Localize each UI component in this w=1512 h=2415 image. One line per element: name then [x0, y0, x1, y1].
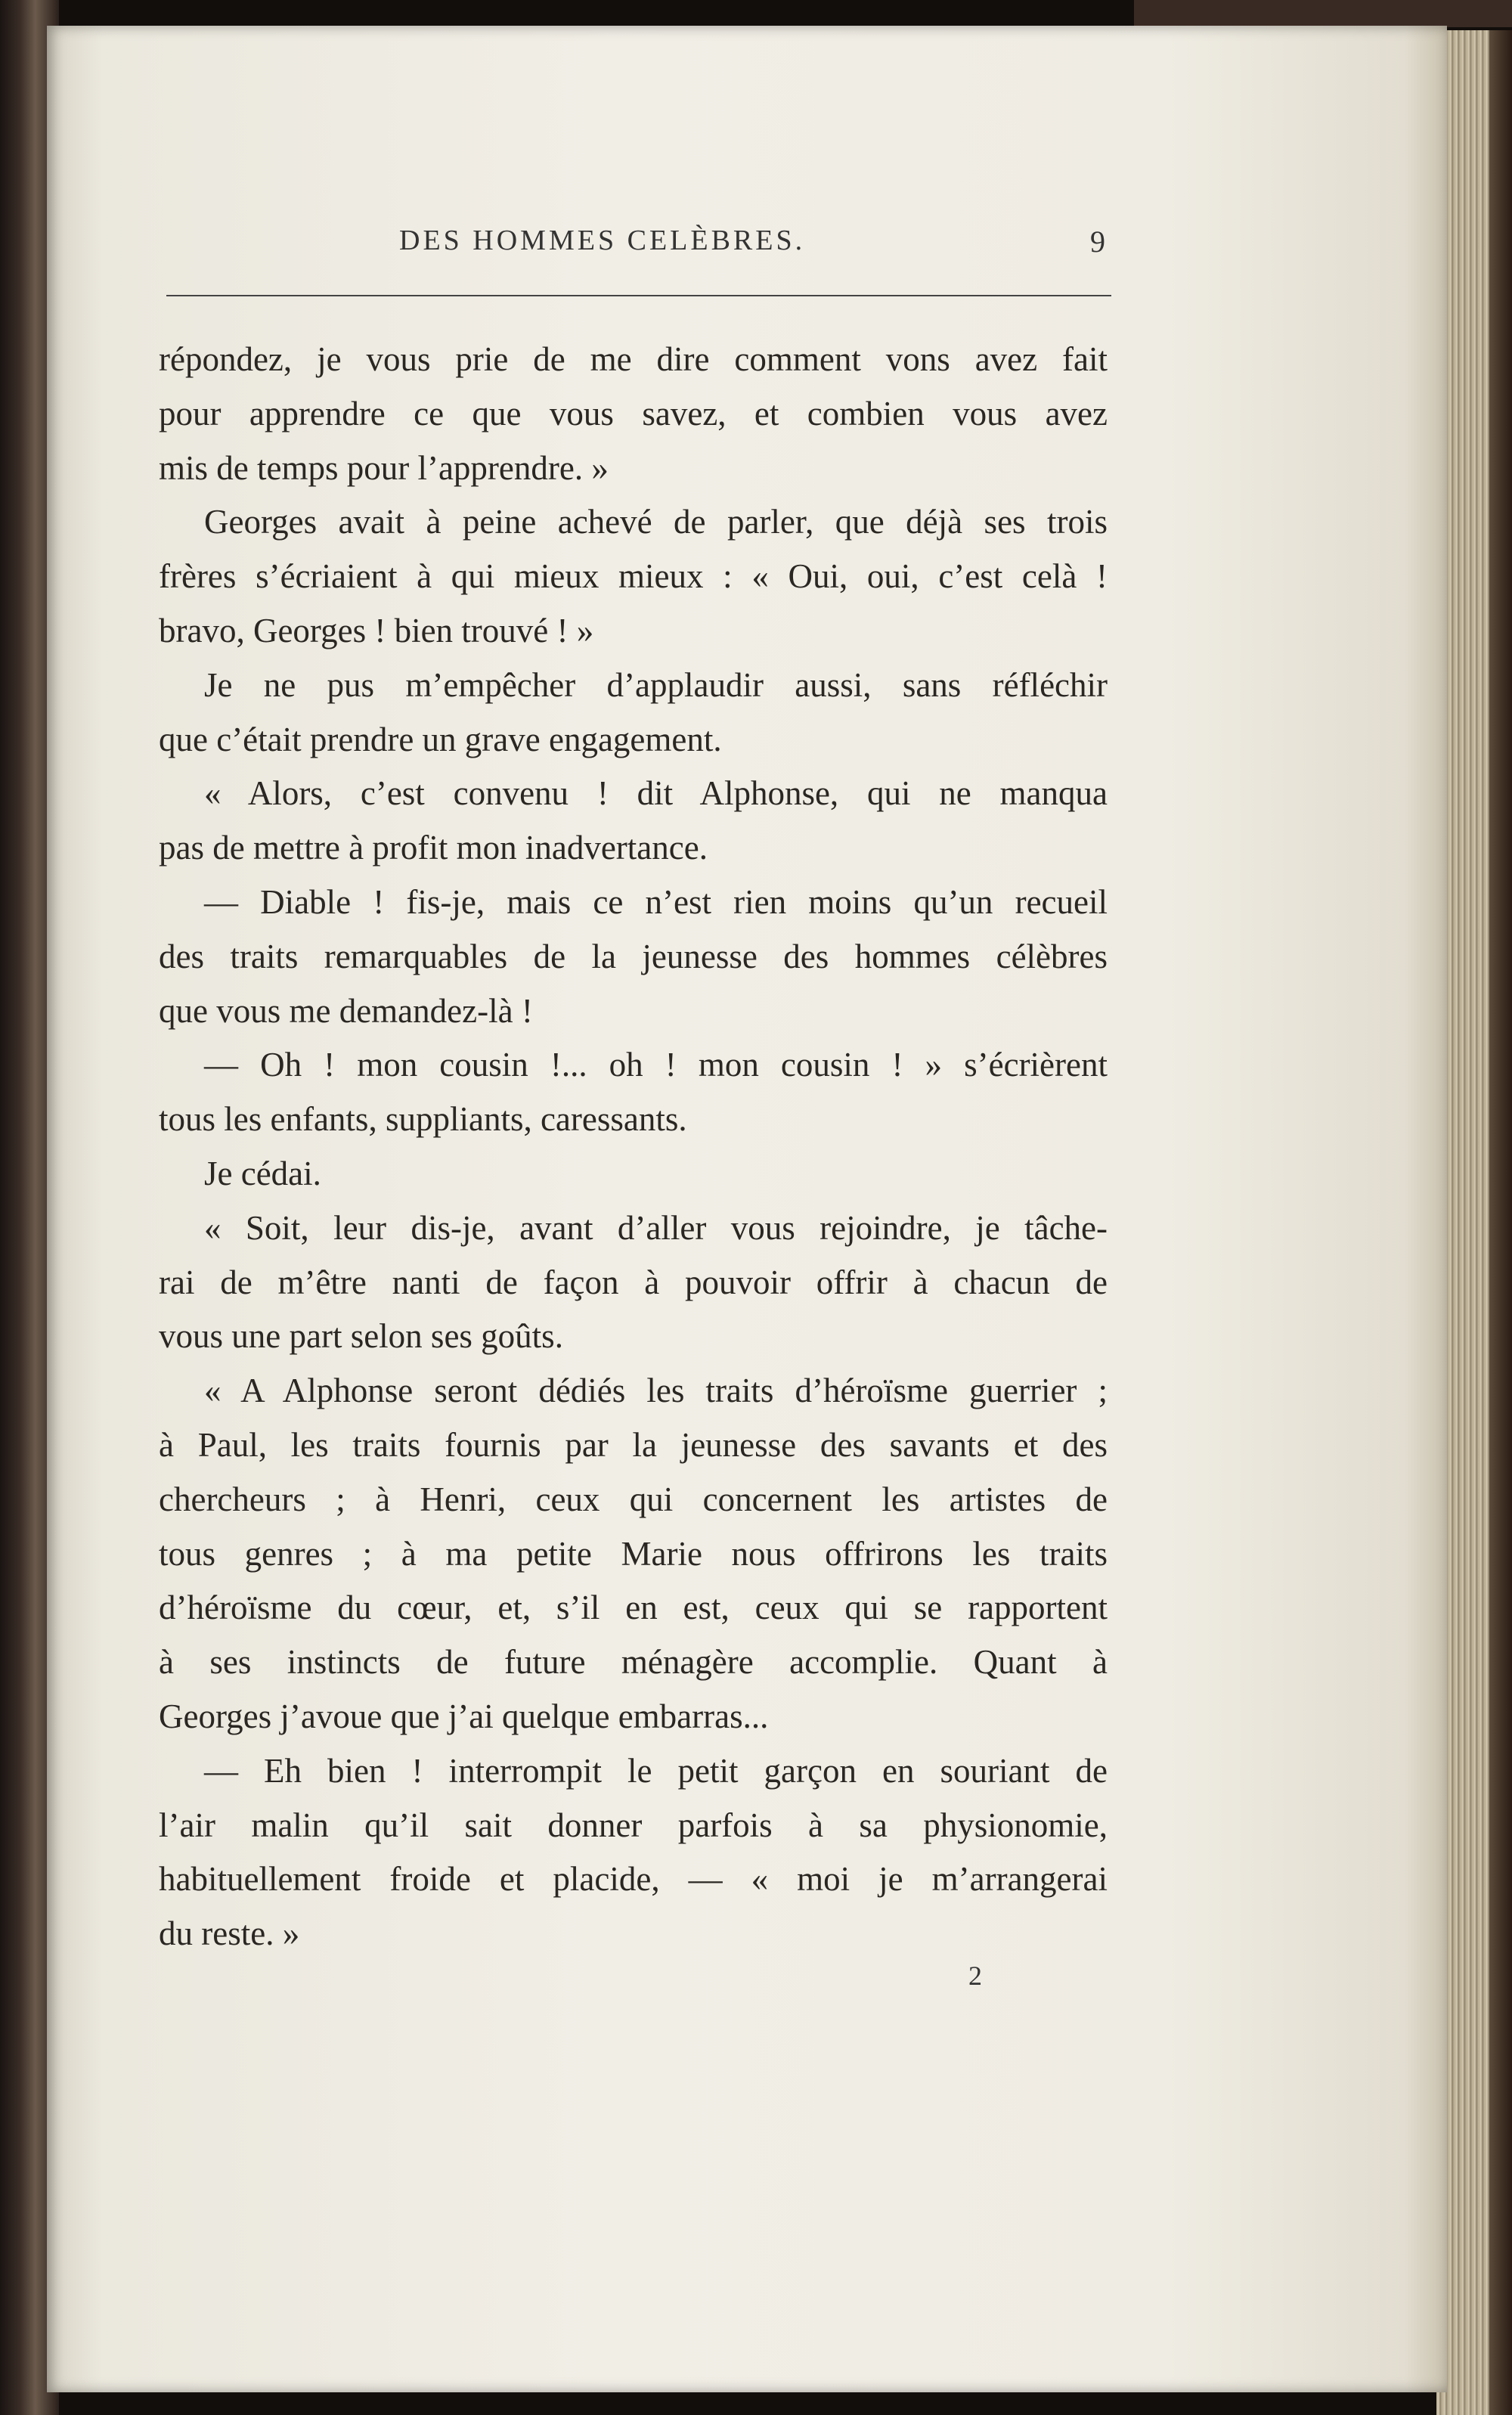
- body-text: [159, 333, 1108, 1961]
- text-line: pas de mettre à profit mon inadvertance.: [159, 829, 708, 867]
- text-line: du reste. »: [159, 1914, 300, 1953]
- text-line: mis de temps pour l’apprendre. »: [159, 448, 609, 487]
- text-line: répondez, je vous prie de me dire comment vons avez fait: [159, 340, 1108, 378]
- text-line: Georges avait à peine achevé de parler, que déjà ses trois: [204, 503, 1108, 541]
- header-rule: [166, 295, 1111, 296]
- text-line: que c’était prendre un grave engagement.: [159, 720, 722, 758]
- text-line: tous les enfants, suppliants, caressants.: [159, 1100, 687, 1139]
- text-line: bravo, Georges ! bien trouvé ! »: [159, 611, 594, 649]
- text-line: « A Alphonse seront dédiés les traits d’héroïsme guerrier ;: [204, 1372, 1108, 1410]
- text-line: — Diable ! fis-je, mais ce n’est rien moins qu’un recueil: [204, 882, 1108, 921]
- text-line: à Paul, les traits fournis par la jeunesse des savants et des: [159, 1425, 1108, 1464]
- text-line: habituellement froide et placide, — « moi je m’arrangerai: [159, 1860, 1108, 1899]
- text-line: Je cédai.: [204, 1154, 321, 1192]
- text-line: rai de m’être nanti de façon à pouvoir offrir à chacun de: [159, 1263, 1108, 1301]
- text-line: Je ne pus m’empêcher d’applaudir aussi, sans réfléchir: [204, 665, 1108, 704]
- running-title: DES HOMMES CELÈBRES.: [399, 225, 806, 256]
- page-header: [159, 224, 1108, 262]
- text-line: « Soit, leur dis-je, avant d’aller vous rejoindre, je tâche-: [204, 1208, 1108, 1247]
- text-line: — Eh bien ! interrompit le petit garçon en souriant de: [204, 1751, 1108, 1790]
- text-line: que vous me demandez-là !: [159, 991, 533, 1030]
- page-number: 9: [1090, 225, 1108, 259]
- text-line: des traits remarquables de la jeunesse des hommes célèbres: [159, 937, 1108, 975]
- text-line: tous genres ; à ma petite Marie nous offrirons les traits: [159, 1534, 1108, 1573]
- text-line: vous une part selon ses goûts.: [159, 1317, 563, 1356]
- text-line: Georges j’avoue que j’ai quelque embarras...: [159, 1697, 769, 1735]
- text-line: l’air malin qu’il sait donner parfois à sa physionomie,: [159, 1806, 1108, 1844]
- text-line: — Oh ! mon cousin !... oh ! mon cousin ! » s’écrièrent: [204, 1046, 1108, 1084]
- page-stack-edge: [1436, 30, 1512, 2415]
- text-line: à ses instincts de future ménagère accomplie. Quant à: [159, 1643, 1108, 1682]
- signature-mark: 2: [968, 1961, 982, 1991]
- text-line: chercheurs ; à Henri, ceux qui concernent les artistes de: [159, 1480, 1108, 1518]
- text-line: d’héroïsme du cœur, et, s’il en est, ceux qui se rapportent: [159, 1589, 1108, 1627]
- text-line: frères s’écriaient à qui mieux mieux : « Oui, oui, c’est celà !: [159, 557, 1108, 596]
- text-line: « Alors, c’est convenu ! dit Alphonse, qui ne manqua: [204, 774, 1108, 813]
- text-line: pour apprendre ce que vous savez, et combien vous avez: [159, 394, 1108, 432]
- binding-top-edge: [1134, 0, 1512, 27]
